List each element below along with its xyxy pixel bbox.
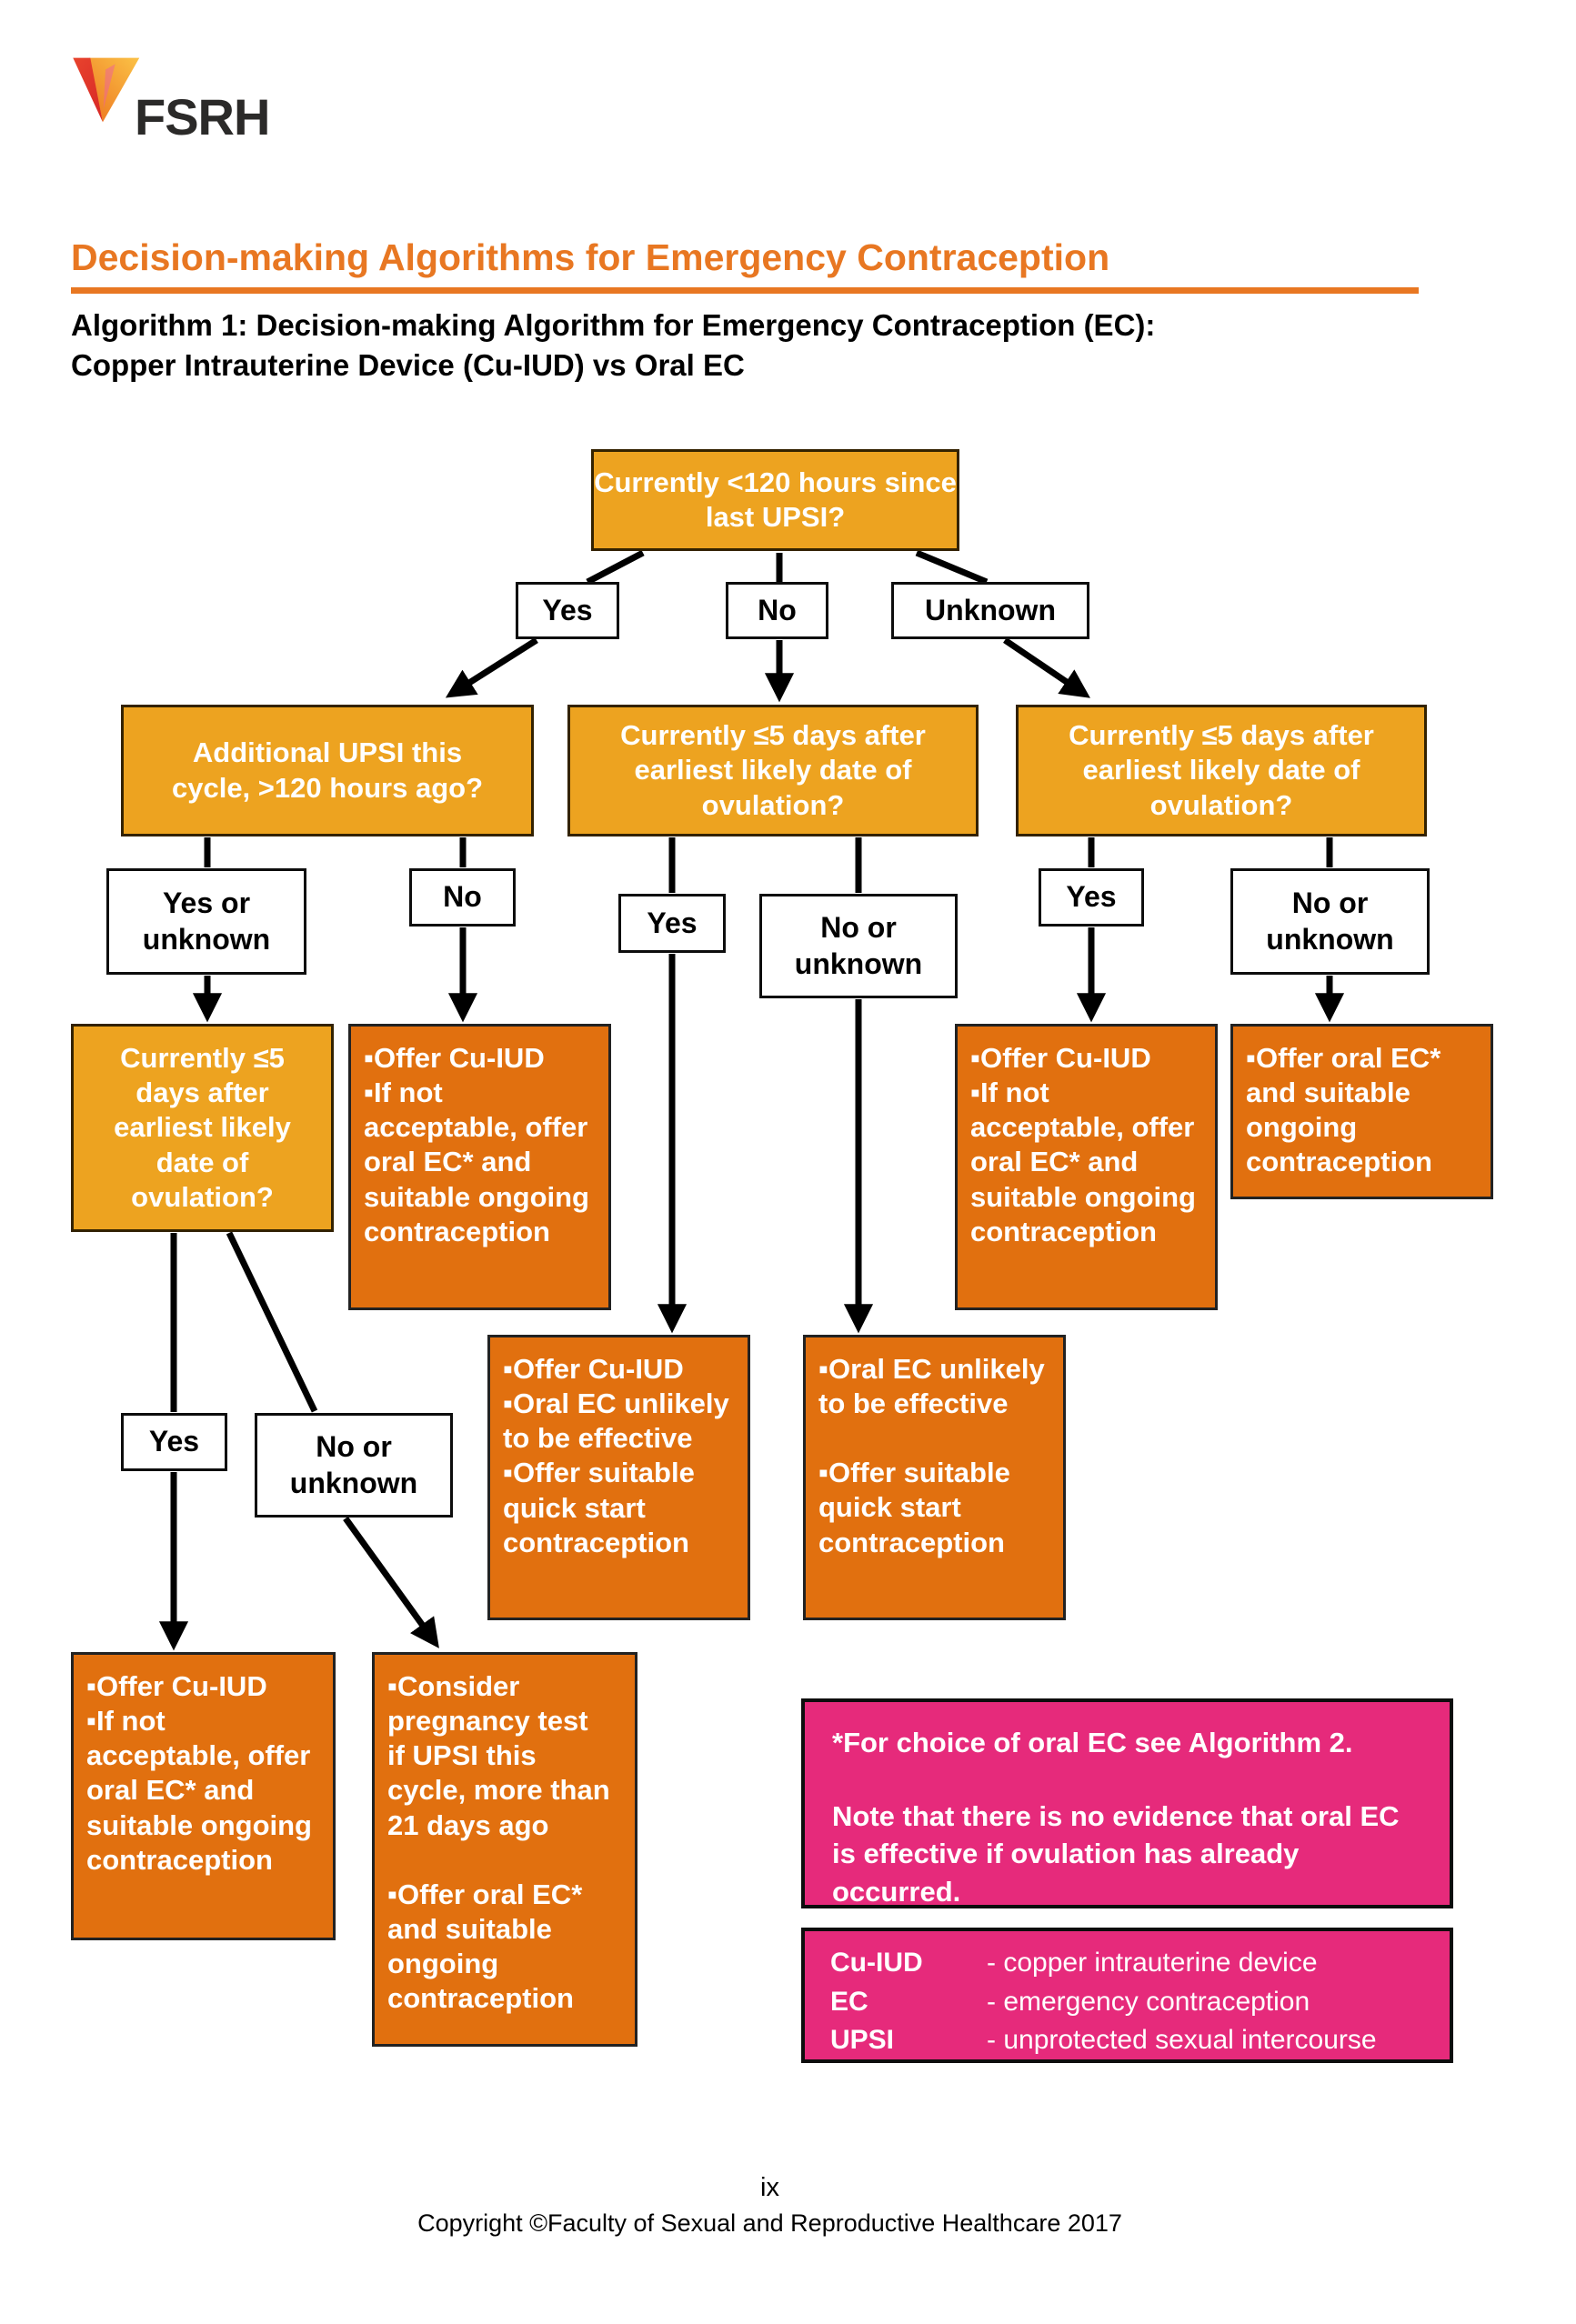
result-line: ▪Offer oral EC* and suitable ongoing contraception xyxy=(387,1878,583,2014)
legend-term: Cu-IUD xyxy=(830,1948,923,1978)
answer-no-or-unknown-bottom: No or unknown xyxy=(255,1413,453,1518)
answer-yes-bottom: Yes xyxy=(121,1413,227,1471)
legend-definition: - copper intrauterine device xyxy=(987,1948,1318,1978)
answer-no-top: No xyxy=(726,582,828,639)
result-line: ▪Offer Cu-IUD xyxy=(970,1042,1151,1074)
result-line: ▪Offer Cu-IUD xyxy=(86,1670,267,1702)
footnote-line2: Note that there is no evidence that oral EC is effective if ovulation has already occurred. xyxy=(832,1800,1400,1908)
result-offer-oral-ec xyxy=(1230,1024,1493,1199)
legend-row-upsi xyxy=(830,2021,1424,2060)
answer-no-or-unknown-right: No or unknown xyxy=(1230,868,1430,975)
result-line: ▪Offer suitable quick start contraception xyxy=(503,1457,695,1558)
legend-definition: - unprotected sexual intercourse xyxy=(987,2025,1377,2056)
answer-no-left: No xyxy=(409,868,516,927)
result-line: ▪Oral EC unlikely to be effective xyxy=(818,1353,1045,1420)
result-offer-cuiud-right xyxy=(955,1024,1218,1310)
page-subtitle-line1: Algorithm 1: Decision-making Algorithm for Emergency Contraception (EC): xyxy=(71,308,1156,342)
result-line: ▪If not acceptable, offer oral EC* and suitable ongoing contraception xyxy=(364,1077,589,1247)
answer-no-or-unknown-mid: No or unknown xyxy=(759,894,958,998)
result-line: ▪Oral EC unlikely to be effective xyxy=(503,1387,729,1455)
result-line: ▪Offer suitable quick start contraception xyxy=(818,1457,1010,1558)
result-line: ▪If not acceptable, offer oral EC* and suitable ongoing contraception xyxy=(970,1077,1196,1247)
answer-yes-right: Yes xyxy=(1039,868,1144,927)
q-ovulation-small: Currently ≤5 days after earliest likely date of ovulation? xyxy=(71,1024,334,1232)
legend-term: UPSI xyxy=(830,2025,895,2056)
connector-q3-noubottom xyxy=(229,1233,315,1411)
answer-yes-top: Yes xyxy=(516,582,619,639)
result-line: ▪Offer oral EC* and suitable ongoing contraception xyxy=(1246,1042,1441,1178)
legend-row-cuiud xyxy=(830,1944,1424,1983)
connector-q1-yes xyxy=(587,553,643,582)
result-line: ▪If not acceptable, offer oral EC* and suitable ongoing contraception xyxy=(86,1705,312,1876)
answer-yes-mid: Yes xyxy=(618,894,726,953)
result-oralec-unlikely-quickstart xyxy=(803,1335,1066,1620)
result-pregnancy-test xyxy=(372,1652,637,2047)
legend-term: EC xyxy=(830,1986,868,2017)
copyright-line: Copyright ©Faculty of Sexual and Reproductive Healthcare 2017 xyxy=(417,2209,1122,2237)
result-offer-cuiud-left xyxy=(348,1024,611,1310)
result-cuiud-oralec-quickstart xyxy=(487,1335,750,1620)
q-ovulation-mid: Currently ≤5 days after earliest likely date of ovulation? xyxy=(567,705,979,836)
legend-row-ec xyxy=(830,1983,1424,2022)
result-line: ▪Offer Cu-IUD xyxy=(503,1353,684,1385)
abbreviation-legend xyxy=(801,1928,1453,2063)
page-subtitle-line2: Copper Intrauterine Device (Cu-IUD) vs Oral EC xyxy=(71,347,745,382)
q-ovulation-right: Currently ≤5 days after earliest likely date of ovulation? xyxy=(1016,705,1427,836)
result-line: ▪Consider pregnancy test if UPSI this cycle, more than 21 days ago xyxy=(387,1670,610,1841)
footnote-line1: *For choice of oral EC see Algorithm 2. xyxy=(832,1727,1353,1758)
page-number: ix xyxy=(760,2173,779,2202)
result-offer-cuiud-bottom xyxy=(71,1652,336,1940)
result-line: ▪Offer Cu-IUD xyxy=(364,1042,545,1074)
connector-noubottom-pregnancy xyxy=(346,1518,435,1642)
q-additional-upsi: Additional UPSI this cycle, >120 hours ago? xyxy=(121,705,534,836)
connector-unknown-q2right xyxy=(1005,640,1084,694)
q-currently-120-hours: Currently <120 hours since last UPSI? xyxy=(591,449,959,551)
answer-unknown-top: Unknown xyxy=(891,582,1089,639)
answer-yes-or-unknown-left: Yes or unknown xyxy=(106,868,306,975)
connector-q1-unknown xyxy=(917,553,987,582)
page-title: Decision-making Algorithms for Emergency Contraception xyxy=(71,236,1419,294)
footnote-box xyxy=(801,1698,1453,1908)
fsrh-logo-text: FSRH xyxy=(135,88,270,145)
connector-yes-q2left xyxy=(452,640,537,694)
legend-definition: - emergency contraception xyxy=(987,1986,1310,2017)
